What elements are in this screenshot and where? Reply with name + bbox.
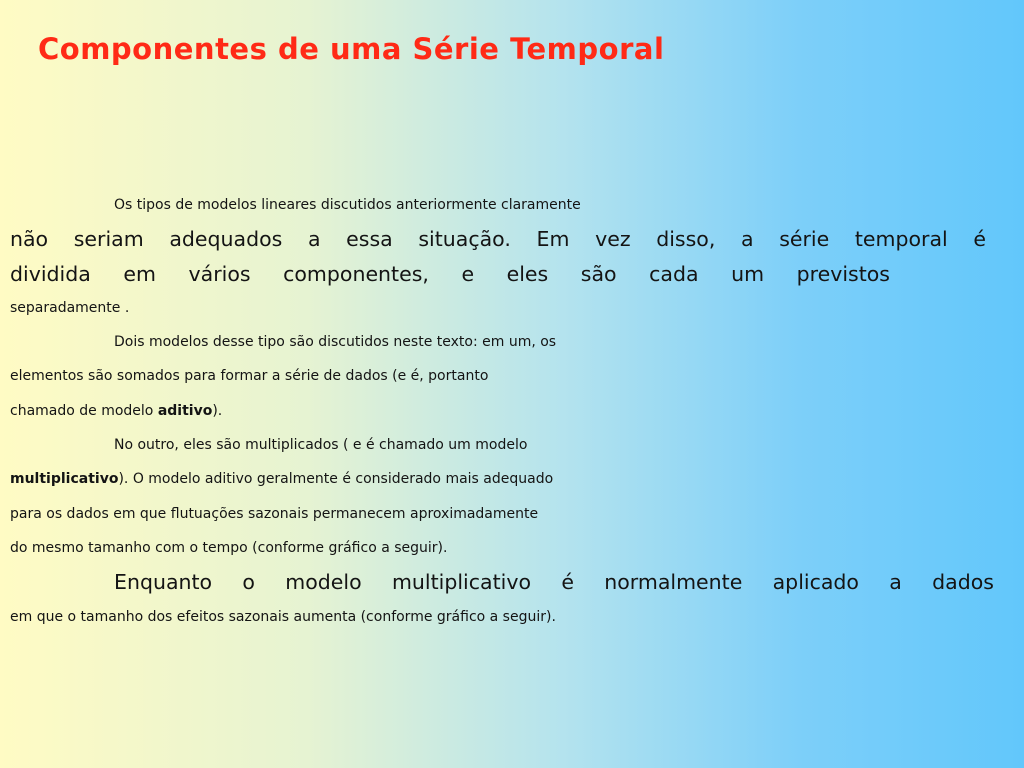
paragraph-3-line-3: para os dados em que flutuações sazonais permanecem aproximadamente [10, 505, 539, 522]
paragraph-1-line-4: separadamente . [10, 299, 130, 316]
paragraph-2-line-2: elementos são somados para formar a série de dados (e é, portanto [10, 368, 489, 385]
paragraph-4-line-2: em que o tamanho dos efeitos sazonais aumenta (conforme gráfico a seguir). [10, 608, 556, 625]
term-multiplicativo: multiplicativo [10, 471, 119, 488]
paragraph-4-line-1: Enquanto o modelo multiplicativo é normalmente aplicado a dados [114, 570, 994, 595]
paragraph-2-line-3-text: chamado de modelo [10, 402, 158, 419]
paragraph-2-line-3 [10, 394, 1016, 428]
term-aditivo: aditivo [157, 402, 213, 419]
slide-title: Componentes de uma Série Temporal [38, 32, 665, 66]
paragraph-3-line-2-text: ). O modelo aditivo geralmente é considerado mais adequado [118, 471, 554, 488]
paragraph-1-line-2: não seriam adequados a essa situação. Em vez disso, a série temporal é [10, 227, 986, 252]
slide-body [10, 188, 1016, 634]
paragraph-2-line-1: Dois modelos desse tipo são discutidos neste texto: em um, os [114, 334, 557, 351]
paragraph-3-line-1: No outro, eles são multiplicados ( e é chamado um modelo [114, 437, 528, 454]
paragraph-1-line-3: dividida em vários componentes, e eles são cada um previstos [10, 261, 890, 286]
paragraph-3-line-2 [10, 462, 1016, 496]
paragraph-2-line-3-end: ). [212, 402, 223, 419]
paragraph-3-line-4: do mesmo tamanho com o tempo (conforme gráfico a seguir). [10, 539, 448, 556]
paragraph-1-line-1: Os tipos de modelos lineares discutidos anteriormente claramente [114, 197, 581, 213]
